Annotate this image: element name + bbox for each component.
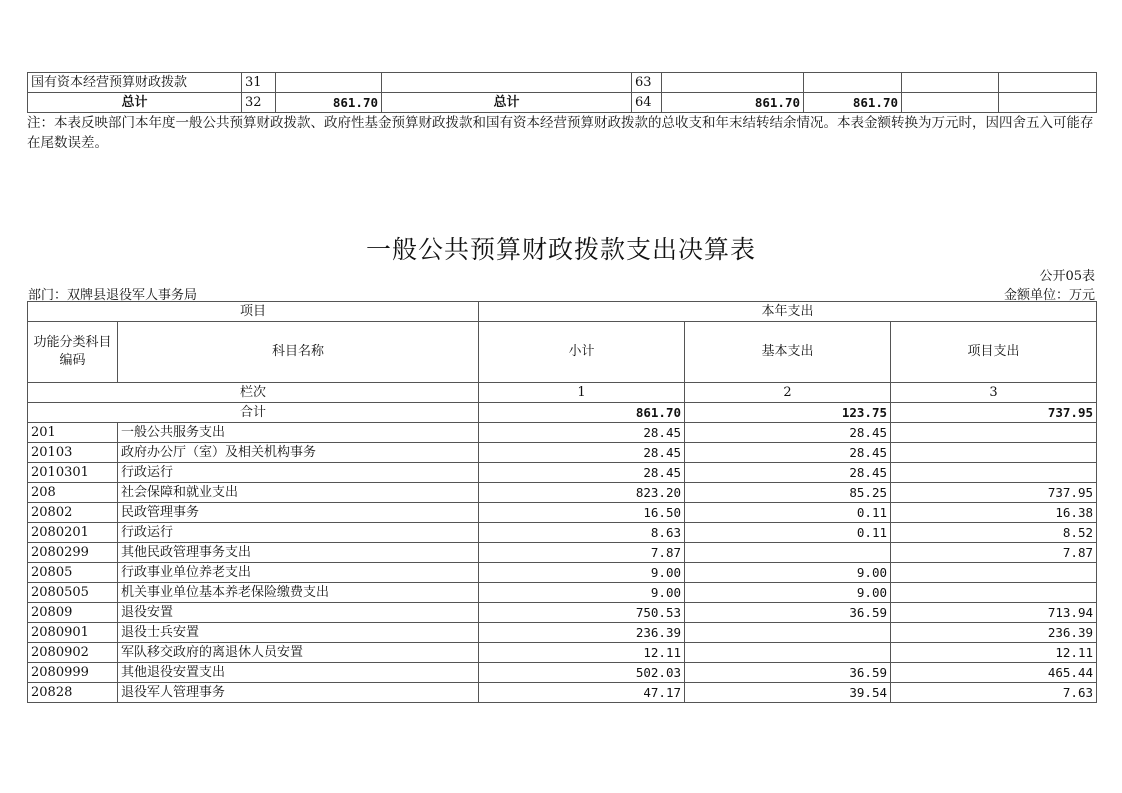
summary-amount: 861.70 bbox=[276, 93, 382, 113]
row-code: 2080299 bbox=[28, 543, 118, 563]
row-code: 20103 bbox=[28, 443, 118, 463]
row-subject-name: 机关事业单位基本养老保险缴费支出 bbox=[118, 583, 479, 603]
table-row bbox=[28, 443, 1097, 463]
row-basic: 28.45 bbox=[685, 423, 891, 443]
row-project: 7.63 bbox=[891, 683, 1097, 703]
row-basic: 0.11 bbox=[685, 523, 891, 543]
row-basic: 9.00 bbox=[685, 563, 891, 583]
table-row bbox=[28, 543, 1097, 563]
row-project: 713.94 bbox=[891, 603, 1097, 623]
row-subject-name: 社会保障和就业支出 bbox=[118, 483, 479, 503]
summary-col-1 bbox=[662, 73, 804, 93]
table-row bbox=[28, 523, 1097, 543]
row-subtotal: 12.11 bbox=[479, 643, 685, 663]
row-subtotal: 28.45 bbox=[479, 463, 685, 483]
row-code: 208 bbox=[28, 483, 118, 503]
header-row-2 bbox=[28, 322, 1097, 383]
row-project: 236.39 bbox=[891, 623, 1097, 643]
table-row bbox=[28, 663, 1097, 683]
row-basic: 85.25 bbox=[685, 483, 891, 503]
summary-line-no: 32 bbox=[242, 93, 276, 113]
header-item: 项目 bbox=[28, 302, 479, 322]
total-basic: 123.75 bbox=[685, 403, 891, 423]
row-project: 12.11 bbox=[891, 643, 1097, 663]
amount-unit-label: 金额单位：万元 bbox=[1003, 288, 1095, 303]
row-subject-name: 退役军人管理事务 bbox=[118, 683, 479, 703]
department-label: 部门：双牌县退役军人事务局 bbox=[28, 288, 198, 303]
header-col-1: 1 bbox=[479, 383, 685, 403]
row-basic: 36.59 bbox=[685, 663, 891, 683]
row-subject-name: 其他民政管理事务支出 bbox=[118, 543, 479, 563]
header-col-3: 3 bbox=[891, 383, 1097, 403]
row-project bbox=[891, 583, 1097, 603]
row-project bbox=[891, 563, 1097, 583]
row-basic: 0.11 bbox=[685, 503, 891, 523]
row-subtotal: 8.63 bbox=[479, 523, 685, 543]
summary-col-3 bbox=[902, 73, 999, 93]
row-project bbox=[891, 423, 1097, 443]
row-subject-name: 其他退役安置支出 bbox=[118, 663, 479, 683]
row-code: 2010301 bbox=[28, 463, 118, 483]
table-row bbox=[28, 423, 1097, 443]
summary-col-4 bbox=[999, 93, 1097, 113]
summary-col-2 bbox=[804, 73, 902, 93]
row-basic bbox=[685, 643, 891, 663]
row-code: 2080999 bbox=[28, 663, 118, 683]
table-row bbox=[28, 463, 1097, 483]
summary-continuation-table bbox=[27, 72, 1097, 113]
row-code: 2080505 bbox=[28, 583, 118, 603]
row-basic: 28.45 bbox=[685, 463, 891, 483]
form-number: 公开05表 bbox=[1039, 269, 1095, 284]
row-subtotal: 28.45 bbox=[479, 443, 685, 463]
summary-label: 国有资本经营预算财政拨款 bbox=[28, 73, 242, 93]
row-code: 201 bbox=[28, 423, 118, 443]
row-project: 8.52 bbox=[891, 523, 1097, 543]
row-project: 7.87 bbox=[891, 543, 1097, 563]
summary-label: 总计 bbox=[28, 93, 242, 113]
row-subject-name: 政府办公厅（室）及相关机构事务 bbox=[118, 443, 479, 463]
row-subtotal: 750.53 bbox=[479, 603, 685, 623]
row-subtotal: 47.17 bbox=[479, 683, 685, 703]
header-basic: 基本支出 bbox=[685, 322, 891, 383]
summary-right-line-no: 63 bbox=[632, 73, 662, 93]
table-row bbox=[28, 483, 1097, 503]
row-subject-name: 民政管理事务 bbox=[118, 503, 479, 523]
row-subtotal: 9.00 bbox=[479, 583, 685, 603]
row-subtotal: 236.39 bbox=[479, 623, 685, 643]
header-row-1 bbox=[28, 302, 1097, 322]
total-subtotal: 861.70 bbox=[479, 403, 685, 423]
table-row bbox=[28, 583, 1097, 603]
row-project: 16.38 bbox=[891, 503, 1097, 523]
row-code: 20809 bbox=[28, 603, 118, 623]
row-subtotal: 502.03 bbox=[479, 663, 685, 683]
row-project: 465.44 bbox=[891, 663, 1097, 683]
row-code: 2080201 bbox=[28, 523, 118, 543]
row-project: 737.95 bbox=[891, 483, 1097, 503]
row-basic: 36.59 bbox=[685, 603, 891, 623]
row-subject-name: 行政运行 bbox=[118, 463, 479, 483]
row-code: 2080902 bbox=[28, 643, 118, 663]
table-row bbox=[28, 643, 1097, 663]
row-subtotal: 16.50 bbox=[479, 503, 685, 523]
table-row bbox=[28, 563, 1097, 583]
total-label: 合计 bbox=[28, 403, 479, 423]
row-basic bbox=[685, 543, 891, 563]
row-subject-name: 退役安置 bbox=[118, 603, 479, 623]
report-title: 一般公共预算财政拨款支出决算表 bbox=[365, 235, 756, 264]
summary-col-4 bbox=[999, 73, 1097, 93]
summary-row bbox=[28, 73, 1097, 93]
summary-amount bbox=[276, 73, 382, 93]
summary-col-3 bbox=[902, 93, 999, 113]
row-subtotal: 823.20 bbox=[479, 483, 685, 503]
row-code: 2080901 bbox=[28, 623, 118, 643]
header-code: 功能分类科目编码 bbox=[28, 322, 118, 383]
header-row-column-no bbox=[28, 383, 1097, 403]
header-col-2: 2 bbox=[685, 383, 891, 403]
table-row bbox=[28, 503, 1097, 523]
table-row bbox=[28, 683, 1097, 703]
header-current-year: 本年支出 bbox=[479, 302, 1097, 322]
row-code: 20805 bbox=[28, 563, 118, 583]
row-subject-name: 行政事业单位养老支出 bbox=[118, 563, 479, 583]
row-subject-name: 一般公共服务支出 bbox=[118, 423, 479, 443]
row-basic: 28.45 bbox=[685, 443, 891, 463]
table-row bbox=[28, 603, 1097, 623]
total-row bbox=[28, 403, 1097, 423]
expenditure-table bbox=[27, 301, 1097, 703]
summary-line-no: 31 bbox=[242, 73, 276, 93]
row-project bbox=[891, 443, 1097, 463]
row-code: 20828 bbox=[28, 683, 118, 703]
row-subtotal: 28.45 bbox=[479, 423, 685, 443]
row-subject-name: 军队移交政府的离退休人员安置 bbox=[118, 643, 479, 663]
row-basic: 9.00 bbox=[685, 583, 891, 603]
summary-row bbox=[28, 93, 1097, 113]
summary-right-label: 总计 bbox=[382, 93, 632, 113]
table-note: 注：本表反映部门本年度一般公共预算财政拨款、政府性基金预算财政拨款和国有资本经营预算财政拨款的总收支和年末结转结余情况。本表金额转换为万元时，因四舍五入可能存在尾数误差。 bbox=[27, 115, 1094, 151]
row-subtotal: 7.87 bbox=[479, 543, 685, 563]
summary-col-1: 861.70 bbox=[662, 93, 804, 113]
header-column-no: 栏次 bbox=[28, 383, 479, 403]
row-subject-name: 退役士兵安置 bbox=[118, 623, 479, 643]
summary-col-2: 861.70 bbox=[804, 93, 902, 113]
row-subject-name: 行政运行 bbox=[118, 523, 479, 543]
summary-right-label bbox=[382, 73, 632, 93]
header-subtotal: 小计 bbox=[479, 322, 685, 383]
row-code: 20802 bbox=[28, 503, 118, 523]
header-subject-name: 科目名称 bbox=[118, 322, 479, 383]
row-subtotal: 9.00 bbox=[479, 563, 685, 583]
summary-right-line-no: 64 bbox=[632, 93, 662, 113]
table-row bbox=[28, 623, 1097, 643]
row-basic: 39.54 bbox=[685, 683, 891, 703]
row-basic bbox=[685, 623, 891, 643]
row-project bbox=[891, 463, 1097, 483]
total-project: 737.95 bbox=[891, 403, 1097, 423]
header-project: 项目支出 bbox=[891, 322, 1097, 383]
